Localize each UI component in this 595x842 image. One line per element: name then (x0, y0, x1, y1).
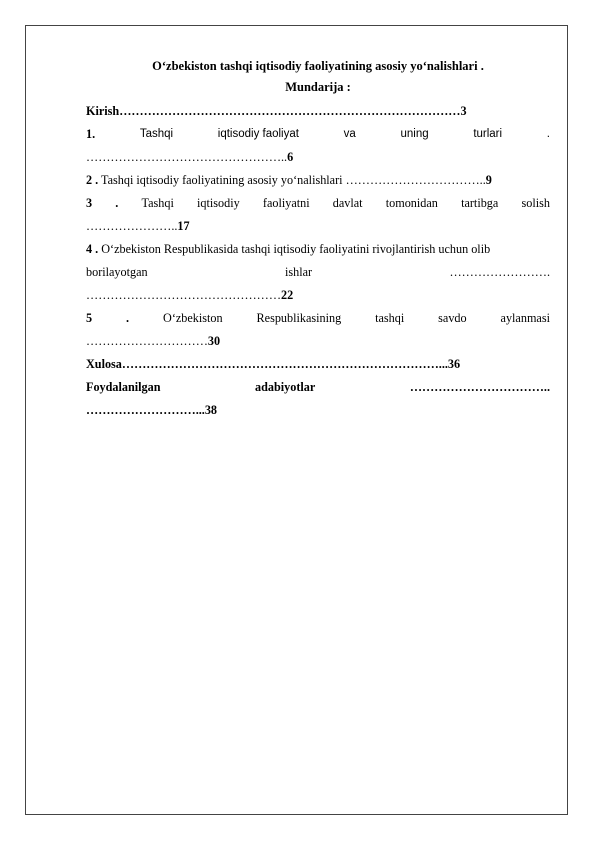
toc-label: Xulosa (86, 357, 122, 371)
toc-word: turlari (473, 128, 503, 140)
toc-page-number: 22 (281, 288, 294, 302)
document-title: O‘zbekiston tashqi iqtisodiy faoliyatining asosiy yo‘nalishlari . (152, 59, 484, 73)
toc-dots: ……………………. (449, 265, 550, 279)
toc-dots: …………………………….. (345, 173, 486, 187)
toc-word: uning (400, 128, 429, 140)
toc-number: 3 (86, 196, 93, 210)
toc-entry-conclusion[interactable] (86, 353, 550, 376)
toc-word: iqtisodiy faoliyat (217, 128, 299, 140)
toc-entry-5-line2[interactable] (86, 330, 550, 353)
toc-text: Tashqi iqtisodiy faoliyatining asosiy yo‘nalishlari (101, 173, 343, 187)
toc-word: iqtisodiy (197, 196, 240, 210)
toc-dots: ……………………………………………………………………... (121, 357, 448, 371)
toc-word: tomonidan (385, 196, 438, 210)
toc-entry-1-line2[interactable] (86, 146, 550, 169)
toc-page-number: 3 (460, 104, 467, 118)
toc-word: . (546, 128, 550, 140)
toc-dots: ………………………………………… (86, 288, 281, 302)
toc-word: va (343, 128, 356, 140)
toc-word: Respublikasining (256, 311, 342, 325)
toc-word: tartibga (461, 196, 499, 210)
toc-word: ishlar (284, 265, 313, 279)
toc-word: borilayotgan (86, 265, 148, 279)
toc-entry-3-line2[interactable] (86, 215, 550, 238)
toc-word: Tashqi (141, 196, 174, 210)
toc-page-number: 6 (287, 150, 294, 164)
toc-number: 5 (86, 311, 93, 325)
toc-heading: Mundarija : (285, 80, 351, 94)
toc-word: Tashqi (139, 128, 174, 140)
toc-dots: ………………………... (86, 403, 205, 417)
toc-entry-4-line2[interactable] (86, 261, 550, 284)
toc-word: O‘zbekiston (163, 311, 223, 325)
toc-word: solish (521, 196, 550, 210)
toc-page-number: 9 (485, 173, 492, 187)
toc-number-dot: . (115, 196, 119, 210)
document-body (86, 56, 550, 422)
toc-entry-3-line1[interactable] (86, 192, 550, 215)
toc-text: O‘zbekiston Respublikasida tashqi iqtisodiy faoliyatini rivojlantirish uchun olib (101, 242, 491, 256)
toc-entry-references-line2[interactable] (86, 399, 550, 422)
toc-word: adabiyotlar (255, 380, 316, 394)
toc-dots: ………………………… (86, 334, 208, 348)
toc-dots: ………………………………………………………………………… (119, 104, 461, 118)
toc-number: 1. (86, 127, 96, 141)
toc-word: tashqi (375, 311, 405, 325)
toc-number: 4 . (86, 242, 99, 256)
toc-label: Kirish (86, 104, 120, 118)
toc-word: faoliyatni (262, 196, 310, 210)
toc-word: davlat (332, 196, 363, 210)
toc-word: savdo (438, 311, 467, 325)
toc-entry-2[interactable] (86, 169, 550, 192)
toc-number-dot: . (126, 311, 130, 325)
toc-word: Foydalanilgan (86, 380, 161, 394)
toc-entry-1-line1[interactable] (86, 123, 550, 146)
toc-dots: …………………………….. (409, 380, 550, 394)
toc-entry-5-line1[interactable] (86, 307, 550, 330)
toc-page-number: 30 (207, 334, 221, 348)
toc-number: 2 . (86, 173, 99, 187)
toc-page-number: 36 (447, 357, 461, 371)
toc-dots: ………………………………………….. (86, 150, 288, 164)
toc-entry-4-line1[interactable] (86, 238, 550, 261)
toc-dots: ………………….. (86, 219, 178, 233)
toc-page-number: 38 (204, 403, 218, 417)
toc-entry-intro[interactable] (86, 100, 550, 123)
toc-entry-4-line3[interactable] (86, 284, 550, 307)
toc-page-number: 17 (177, 219, 190, 233)
toc-word: aylanmasi (500, 311, 550, 325)
toc-entry-references-line1[interactable] (86, 376, 550, 399)
